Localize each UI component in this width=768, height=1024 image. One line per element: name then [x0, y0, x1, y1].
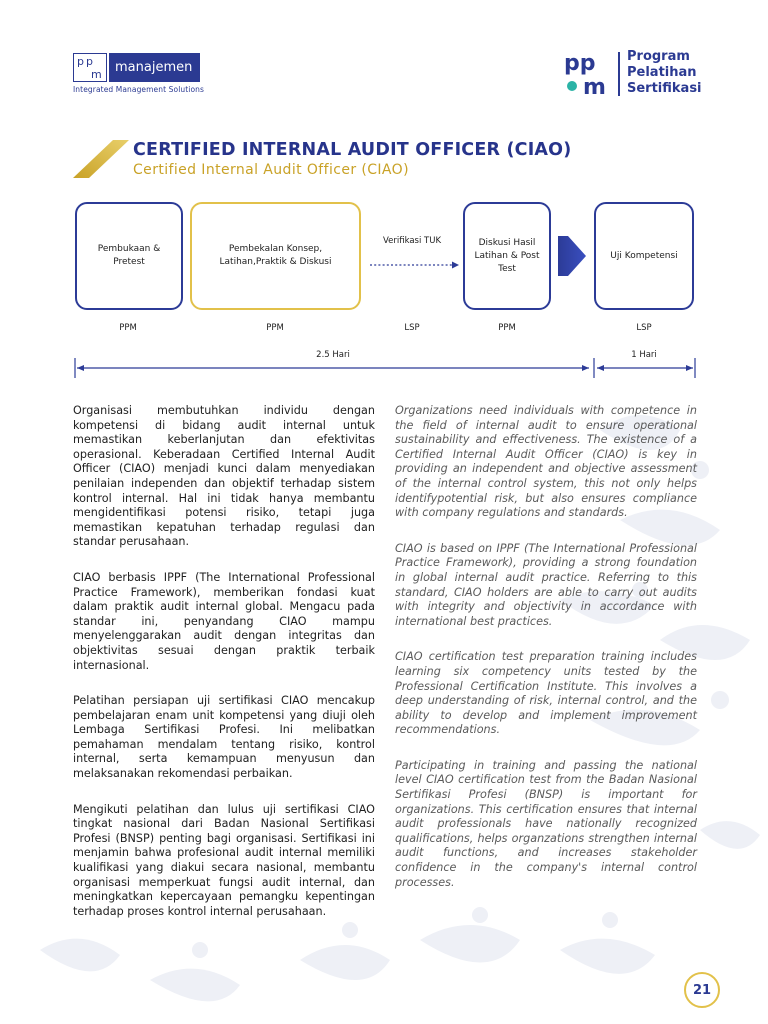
paragraph-en-2: CIAO is based on IPPF (The International Professional Practice Framework), providing a strong foundation in global internal audit practice. Referring to this standard, CIAO holders are able to carry out audits with integrity and objectivity in accordance with international best practices.: [395, 541, 697, 628]
duration-label-2: 1 Hari: [631, 350, 657, 360]
flow-step-pembekalan: [190, 202, 361, 310]
flow-step-verifikasi: Verifikasi TUK: [382, 236, 442, 246]
duration-label-1: 2.5 Hari: [316, 350, 350, 360]
paragraph-en-3: CIAO certification test preparation training includes learning six competency units tested by the Professional Certification Institute. This involves a deep understanding of risk, internal control, and the ability to develop and implement improvement recommendations.: [395, 650, 697, 737]
paragraph-en-1: Organizations need individuals with competence in the field of internal audit to ensure operational sustainability and effectiveness. The existence of a Certified Internal Audit Officer (CIAO) is key in providing an independent and objective assessment of the internal control system, this not only helps identifypotential risk, but also ensures compliance with company regulations and standards.: [395, 404, 697, 520]
flow-step-text: Pembekalan Konsep, Latihan,Praktik & Diskusi: [219, 244, 332, 267]
flow-step-diskusi: [463, 202, 551, 310]
flow-step-text: Diskusi Hasil Latihan & Post Test: [474, 237, 540, 274]
chevron-right-icon: [558, 236, 586, 276]
ppm-manajemen-logo: [73, 53, 204, 94]
flow-step-pembukaan: [75, 202, 183, 310]
flow-owner-3: LSP: [404, 323, 420, 333]
logo-line-2: Pelatihan: [627, 65, 697, 80]
title-stripe-icon: [73, 140, 129, 180]
dotted-arrow-icon: [368, 260, 460, 270]
page-number: 21: [684, 972, 720, 1008]
flow-step-uji-kompetensi: [594, 202, 694, 310]
svg-text:m: m: [583, 75, 606, 98]
flow-owner-5: LSP: [636, 323, 652, 333]
flow-step-text: Uji Kompetensi: [610, 250, 678, 261]
logo-tagline: Integrated Management Solutions: [73, 85, 205, 94]
duration-timeline: [70, 356, 700, 380]
logo-line-3: Sertifikasi: [627, 81, 702, 96]
paragraph-en-4: Participating in training and passing the national level CIAO certification test from the Badan Nasional Sertifikasi Profesi (BNSP) is important for organizations. This certification ensures that internal audit professionals have nationally recognized qualifications, helps organzations strengthen internal audit functions, and increases stakeholder confidence in the company's internal control processes.: [395, 758, 697, 889]
flow-owner-2: PPM: [266, 323, 284, 333]
ppm-program-logo: [563, 48, 713, 100]
paragraph-id-3: Pelatihan persiapan uji sertifikasi CIAO mencakup pembelajaran enam unit kompetensi yang diuji oleh Lembaga Sertifikasi Profesi. Ini melibatkan pemahaman mendalam tentang risiko, kontrol internal, serta kemampuan menyusun dan melaksanakan rekomendasi perbaikan.: [73, 694, 375, 781]
ppm-letters-mark: [563, 48, 613, 98]
body-column-english: [395, 404, 697, 911]
flow-step-text: Pembukaan & Pretest: [97, 244, 161, 267]
logo-line-1: Program: [627, 49, 690, 64]
paragraph-id-4: Mengikuti pelatihan dan lulus uji sertifikasi CIAO tingkat nasional dari Badan Nasional Sertifikasi Profesi (BNSP) penting bagi organisasi. Sertifikasi ini menjamin bahwa profesional audit internal memiliki kualifikasi yang diakui secara nasional, membantu organisasi memperkuat fungsi audit internal, dan meningkatkan kepercayaan pemangku kepentingan terhadap proses kontrol internal perusahaan.: [73, 802, 375, 918]
body-column-indonesian: [73, 404, 375, 940]
svg-text:pp: pp: [564, 51, 596, 76]
ppm-box-mark: p p m: [73, 53, 107, 82]
logo-lines: [627, 49, 702, 97]
logo-word: manajemen: [109, 53, 200, 82]
paragraph-id-1: Organisasi membutuhkan individu dengan kompetensi di bidang audit internal untuk memastikan keberlanjutan dan efektivitas operasional. Keberadaan Certified Internal Audit Officer (CIAO) menjadi kunci dalam menyediakan penilaian independen dan objektif terhadap sistem kontrol internal. Hal ini tidak hanya membantu mengidentifikasi potensi risiko, tetapi juga memastikan kepatuhan terhadap regulasi dan standar perusahaan.: [73, 404, 375, 549]
flow-owner-4: PPM: [498, 323, 516, 333]
flow-owner-1: PPM: [119, 323, 137, 333]
paragraph-id-2: CIAO berbasis IPPF (The International Professional Practice Framework), memberikan fondasi kuat dalam praktik audit internal global. Mengacu pada standar ini, penyandang CIAO mampu menyelenggarakan audit dengan integritas dan objektivitas sesuai dengan praktik terbaik internasional.: [73, 570, 375, 672]
page-title: CERTIFIED INTERNAL AUDIT OFFICER (CIAO): [133, 140, 572, 160]
page-subtitle: Certified Internal Audit Officer (CIAO): [133, 162, 409, 178]
logo-divider: [618, 52, 620, 96]
